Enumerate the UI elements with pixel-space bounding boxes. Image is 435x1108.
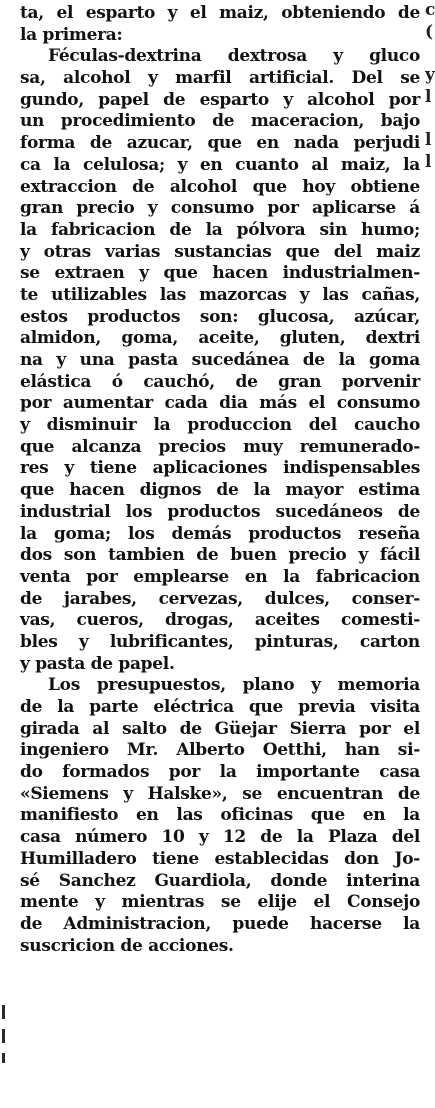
text-line: girada al salto de Güejar Sierra por el	[20, 718, 420, 739]
adjacent-column-edge	[425, 0, 435, 220]
margin-glyph: l	[425, 130, 432, 151]
text-line: la goma; los demás productos reseña	[20, 523, 420, 544]
text-line: un procedimiento de maceracion, bajo	[20, 111, 420, 132]
text-line: ingeniero Mr. Alberto Oetthi, han si-	[20, 740, 420, 761]
text-line: Humilladero tiene establecidas don Jo-	[20, 848, 420, 869]
text-line: estos productos son: glucosa, azúcar,	[20, 306, 420, 327]
text-line: bles y lubrificantes, pinturas, carton	[20, 631, 420, 652]
margin-glyph: y	[425, 65, 435, 86]
edge-mark	[2, 1005, 5, 1019]
text-line: se extraen y que hacen industrialmen-	[20, 263, 420, 284]
text-line: gundo, papel de esparto y alcohol por	[20, 89, 420, 110]
margin-glyph: l	[425, 151, 432, 172]
margin-glyph: c	[425, 0, 435, 20]
left-column-edge	[0, 1005, 10, 1095]
text-line: casa número 10 y 12 de la Plaza del	[20, 827, 420, 848]
text-line: res y tiene aplicaciones indispensables	[20, 458, 420, 479]
text-line: mente y mientras se elije el Consejo	[20, 892, 420, 913]
text-line: venta por emplearse en la fabricacion	[20, 566, 420, 587]
text-line: sa, alcohol y marfil artificial. Del se	[20, 68, 420, 89]
text-line: que alcanza precios muy remuneradо-	[20, 436, 420, 457]
edge-mark	[2, 1029, 5, 1043]
margin-glyph	[425, 43, 435, 65]
text-line: vas, cueros, drogas, aceites comesti-	[20, 610, 420, 631]
text-line: te utilizables las mazorcas y las cañas,	[20, 284, 420, 305]
text-line: gran precio y consumo por aplicarse á	[20, 198, 420, 219]
edge-mark	[2, 1053, 5, 1063]
text-line: manifiesto en las oficinas que en la	[20, 805, 420, 826]
text-line: ca la celulosa; y en cuanto al maiz, la	[20, 154, 420, 175]
article-column	[20, 3, 420, 957]
text-line: suscricion de acciones.	[20, 935, 234, 956]
text-line: elástica ó cauchó, de gran porvenir	[20, 371, 420, 392]
text-line: y otras varias sustancias que del maiz	[20, 241, 420, 262]
text-line: Los presupuestos, plano y memoria	[48, 675, 420, 696]
text-line: do formados por la importante casa	[20, 762, 420, 783]
text-line: extraccion de alcohol que hoy obtiene	[20, 176, 420, 197]
text-line: ta, el esparto y el maiz, obteniendo de	[20, 3, 420, 23]
text-line: y pasta de papel.	[20, 653, 175, 674]
margin-glyph: (	[425, 21, 434, 42]
text-line: y disminuir la produccion del caucho	[20, 415, 420, 436]
text-line: de Administracion, puede hacerse la	[20, 913, 420, 934]
text-line: por aumentar cada dia más el consumo	[20, 393, 420, 414]
margin-glyph: l	[425, 86, 432, 107]
text-line: de jarabes, cervezas, dulces, conser-	[20, 588, 420, 609]
text-line: na y una pasta sucedánea de la goma	[20, 350, 420, 370]
text-line: de la parte eléctrica que previa visita	[20, 697, 420, 717]
text-line: industrial los productos sucedáneos de	[20, 501, 420, 522]
text-line: forma de azucar, que en nada perjudi	[20, 133, 420, 154]
text-line: almidon, goma, aceite, gluten, dextri	[20, 328, 420, 349]
text-line: la primera:	[20, 24, 123, 45]
text-line: la fabricacion de la pólvora sin humo;	[20, 219, 420, 240]
text-line: dos son tambien de buen precio y fácil	[20, 545, 420, 566]
text-line: sé Sanchez Guardiola, donde interina	[20, 870, 420, 891]
text-line: que hacen dignos de la mayor estima	[20, 480, 420, 501]
text-line: Féculas-dextrina dextrosa y gluco	[48, 46, 420, 67]
text-line: «Siemens y Halske», se encuentran de	[20, 783, 420, 804]
margin-glyph	[425, 108, 435, 130]
